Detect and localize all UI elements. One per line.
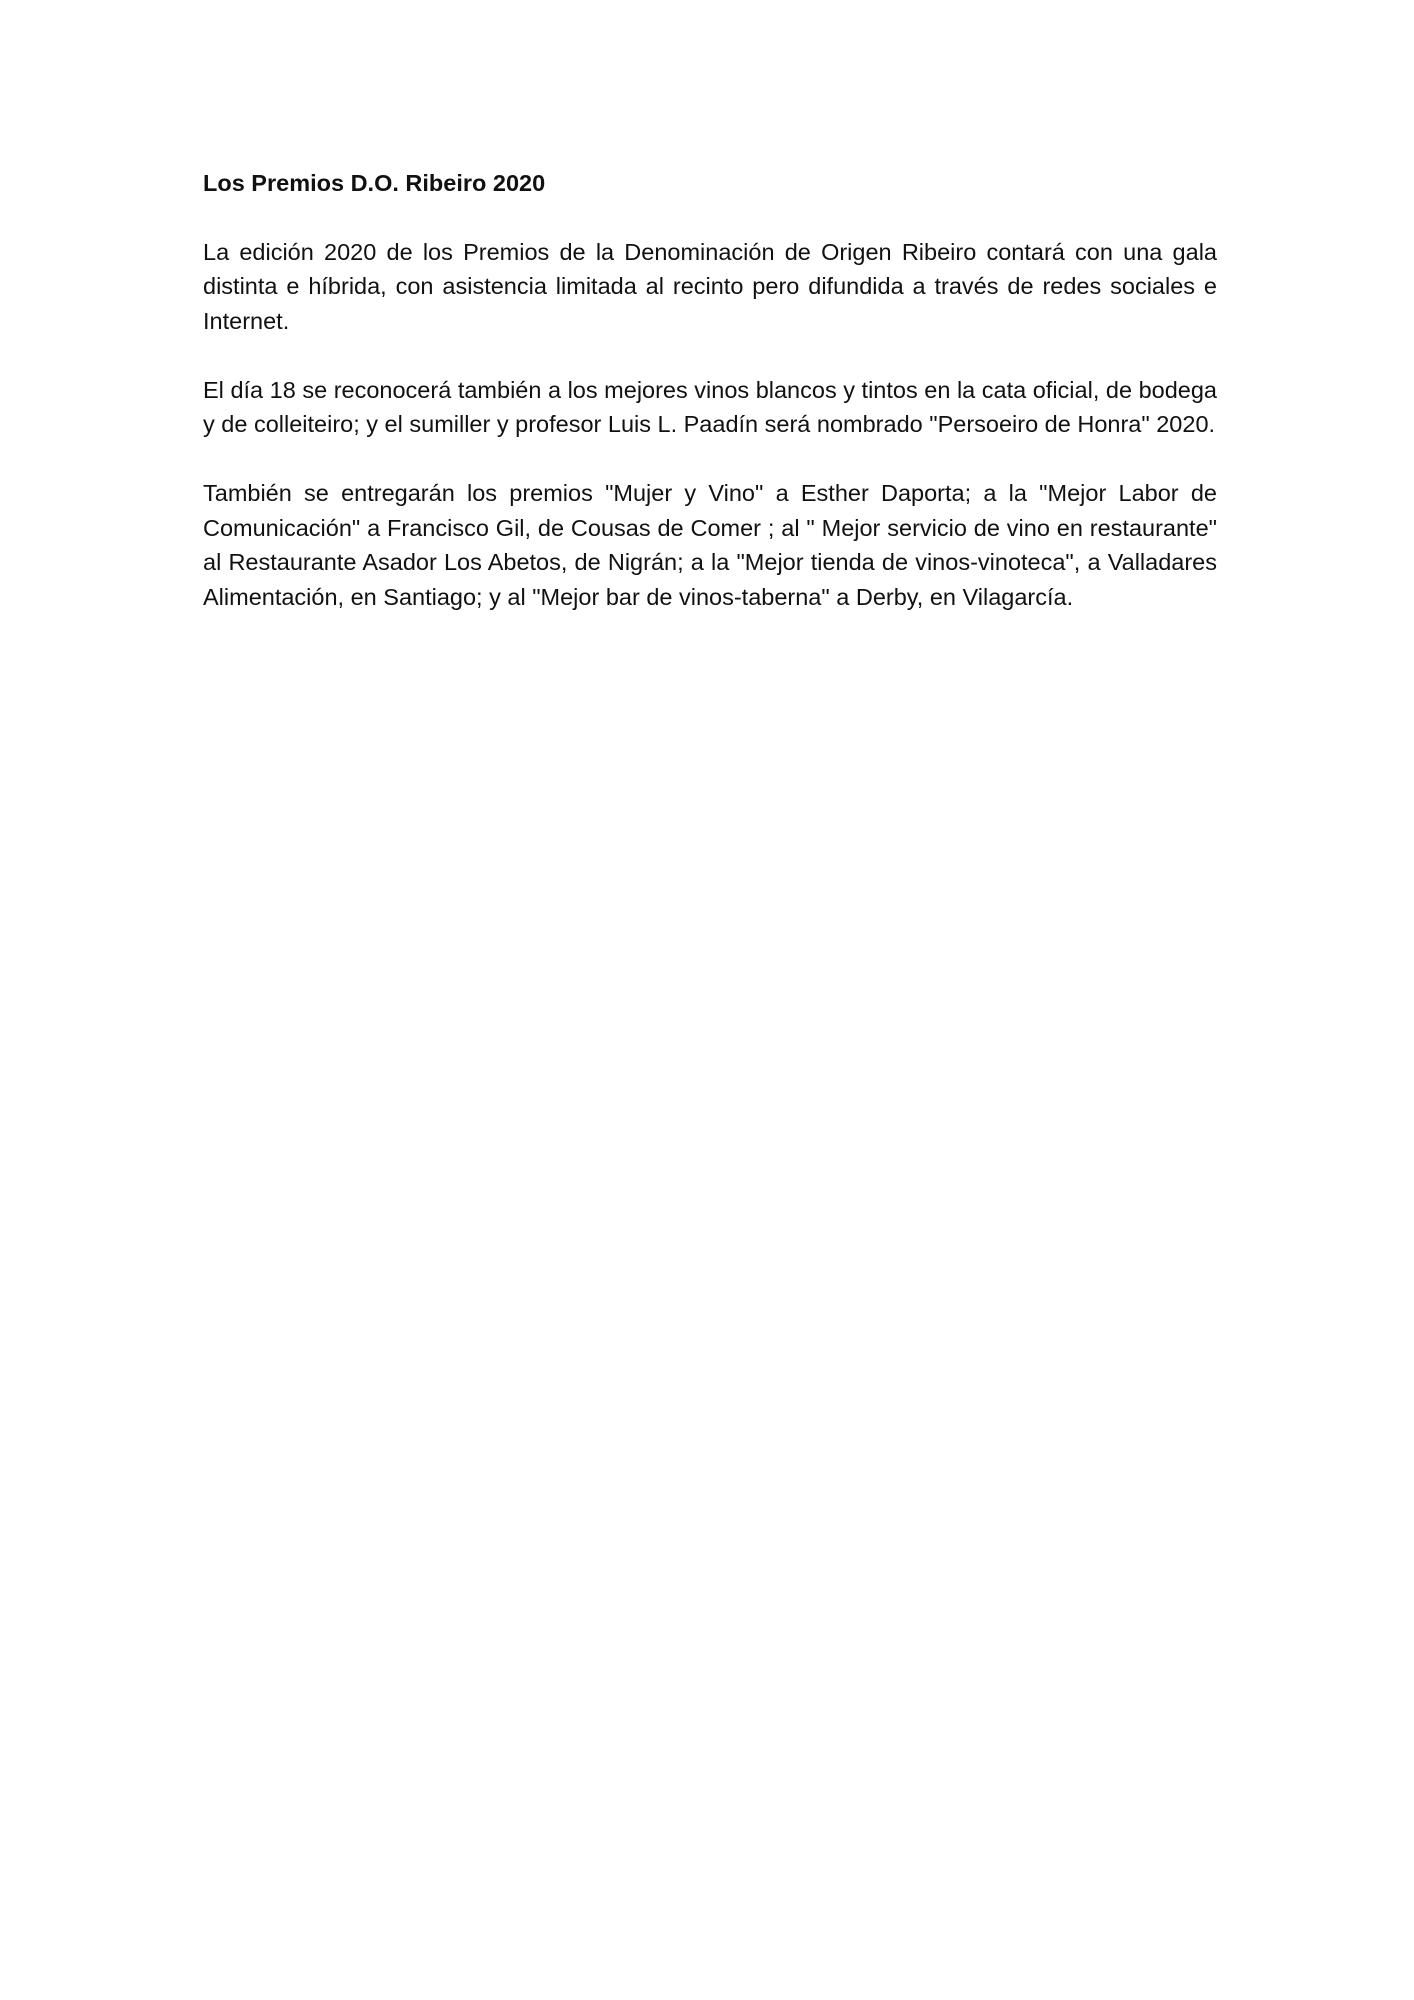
paragraph-special-awards: También se entregarán los premios "Mujer y Vino" a Esther Daporta; a la "Mejor Labor de Comunicación" a Francisco Gil, de Cousas de Comer ; al " Mejor servicio de vino en restaurante" al Restaurante Asador Los Abetos, de Nigrán; a la "Mejor tienda de vinos-vinoteca", a Valladares Alimentación, en Santiago; y al "Mejor bar de vinos-taberna" a Derby, en Vilagarcía.: [203, 480, 1217, 610]
document-body: [203, 166, 1217, 649]
paragraph-wine-awards: El día 18 se reconocerá también a los mejores vinos blancos y tintos en la cata oficial, de bodega y de colleiteiro; y el sumiller y profesor Luis L. Paadín será nombrado "Persoeiro de Honra" 2020.: [203, 376, 1217, 437]
document-title: Los Premios D.O. Ribeiro 2020: [203, 170, 546, 196]
paragraph-gala: La edición 2020 de los Premios de la Denominación de Origen Ribeiro contará con una gala distinta e híbrida, con asistencia limitada al recinto pero difundida a través de redes sociales e Internet.: [203, 238, 1217, 334]
